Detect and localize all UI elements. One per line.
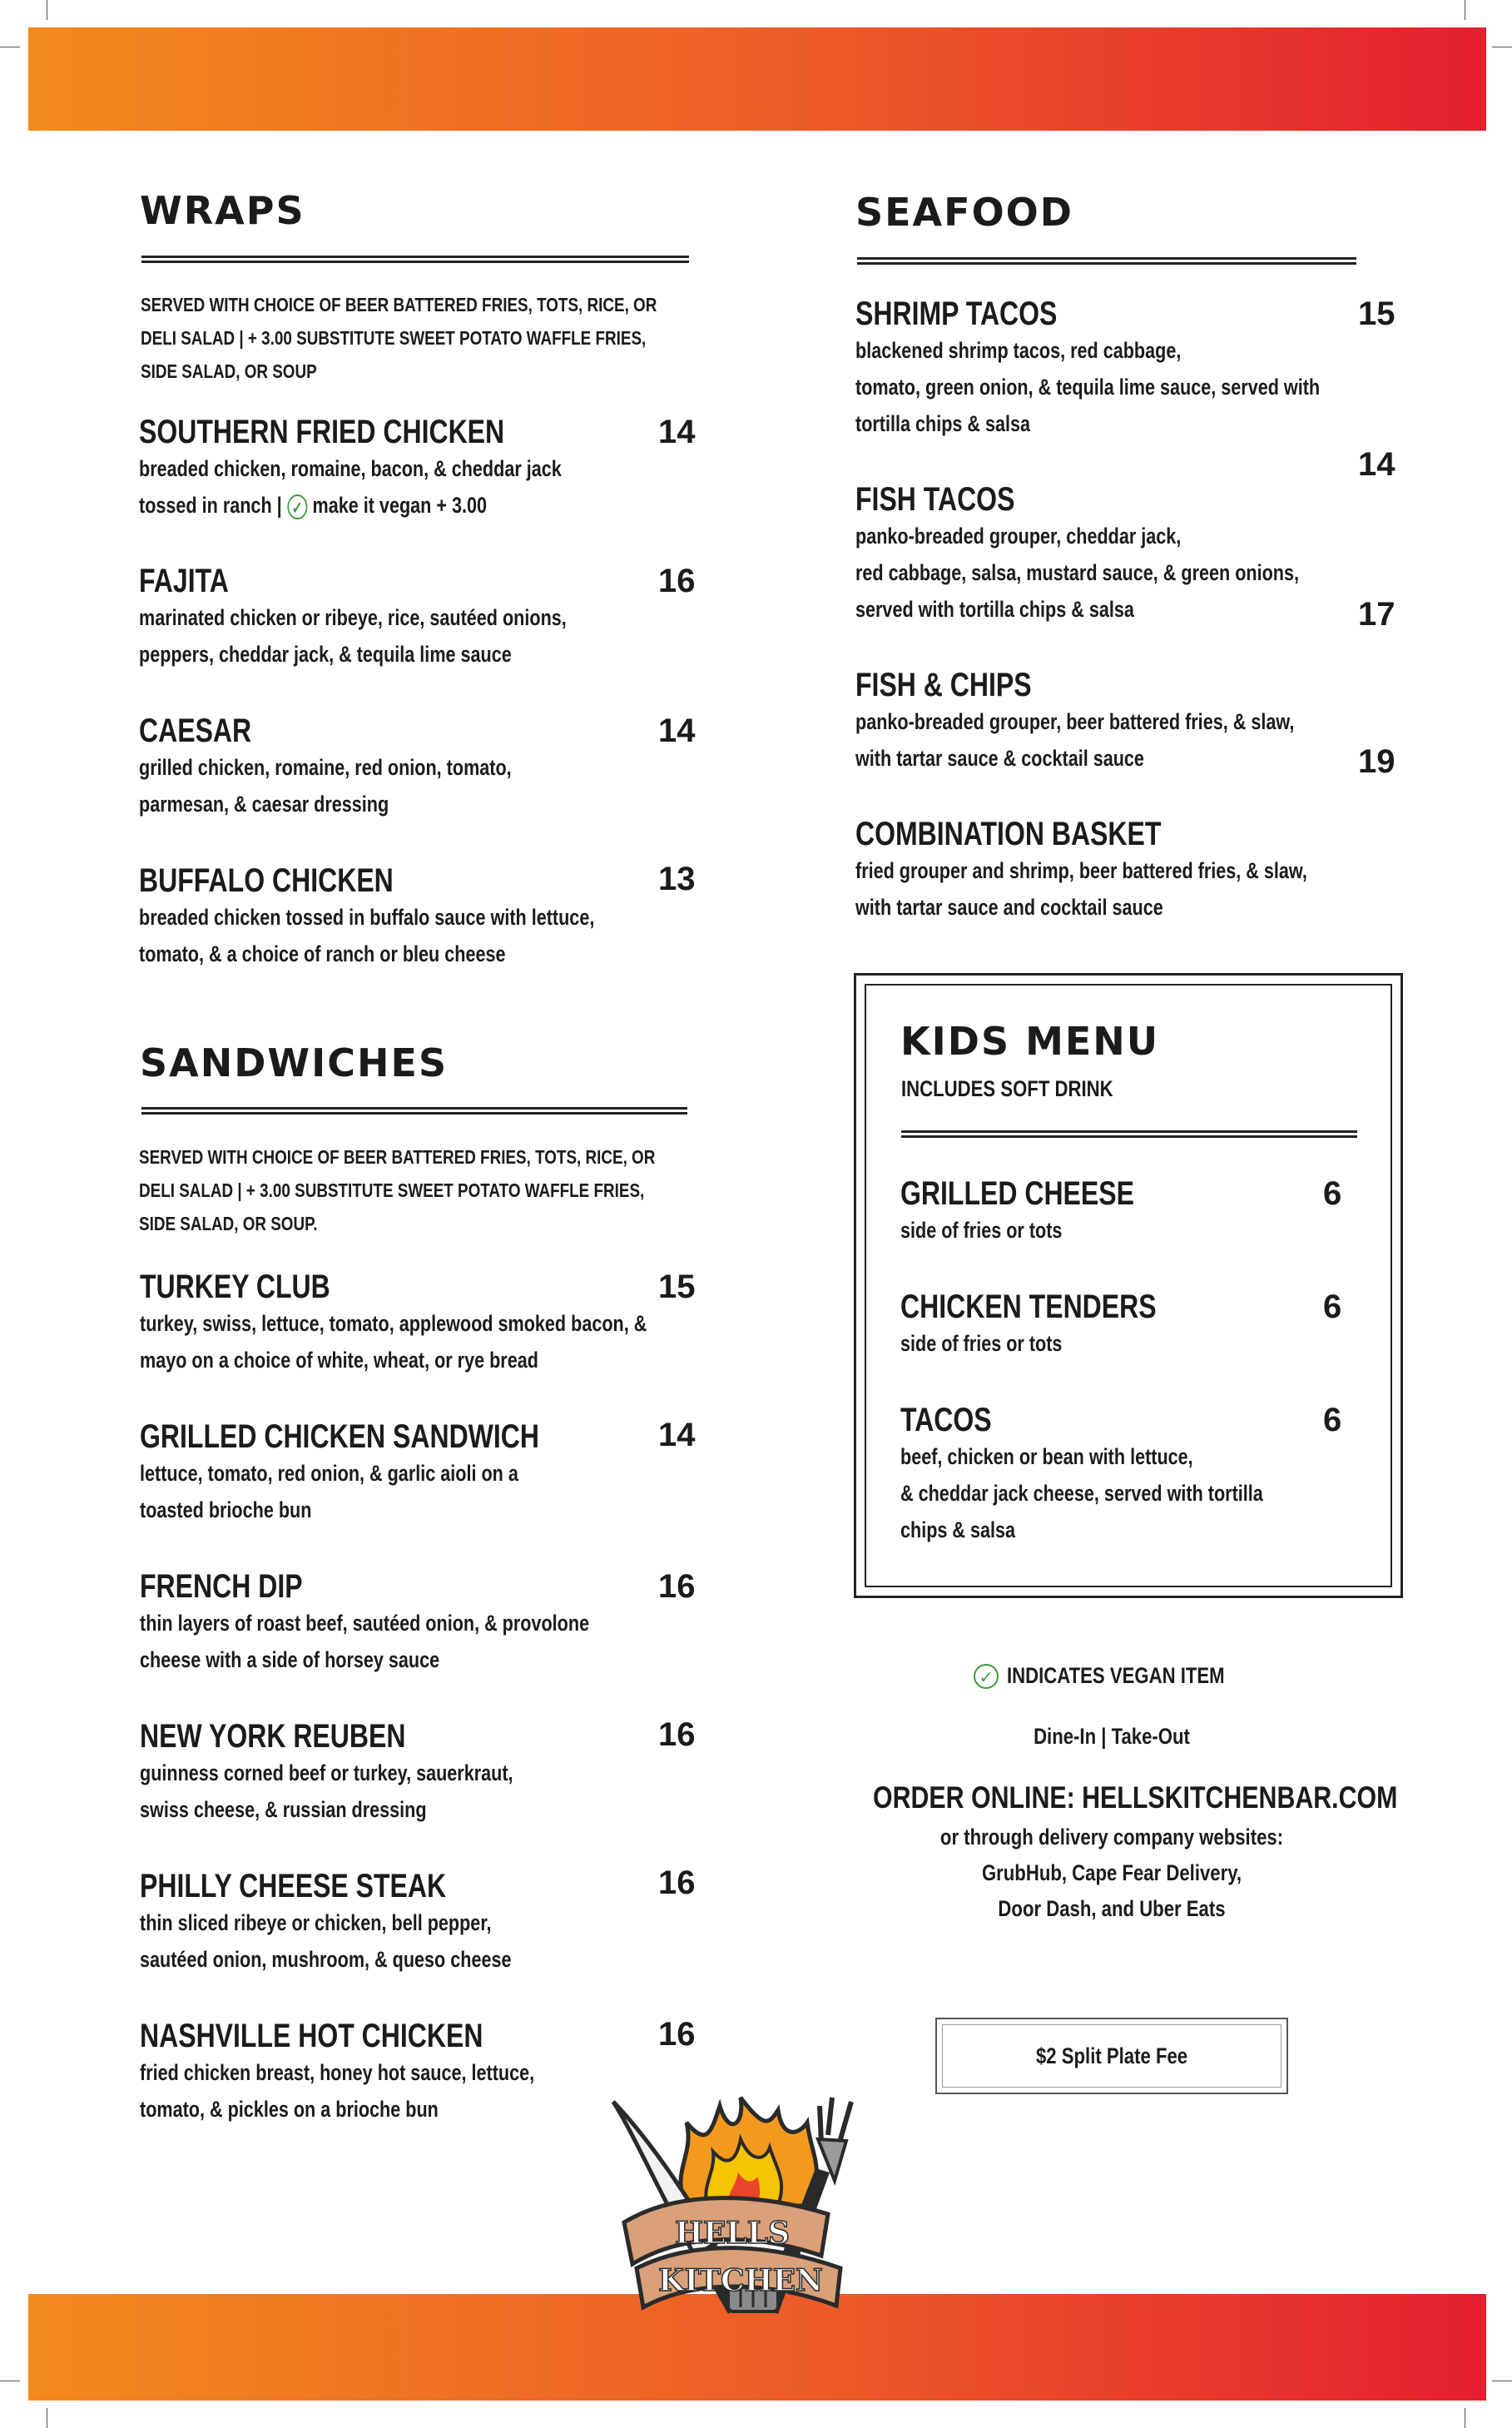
menu-item-caesar bbox=[139, 713, 605, 822]
item-name: BUFFALO CHICKEN bbox=[139, 862, 394, 899]
menu-item-combination-basket bbox=[855, 816, 1420, 926]
item-description: parmesan, & caesar dressing bbox=[139, 792, 389, 817]
item-description: grilled chicken, romaine, red onion, tomato, bbox=[139, 755, 512, 780]
item-description: lettuce, tomato, red onion, & garlic aioli on a bbox=[140, 1461, 518, 1486]
item-name: COMBINATION BASKET bbox=[855, 816, 1162, 852]
item-description-text: tossed in ranch | bbox=[139, 493, 282, 518]
item-price: 19 bbox=[1358, 743, 1396, 780]
menu-item-fish-and-chips bbox=[855, 667, 1404, 777]
item-description: side of fries or tots bbox=[900, 1331, 1063, 1356]
item-description: fried chicken breast, honey hot sauce, lettuce, bbox=[140, 2060, 535, 2085]
item-description: cheese with a side of horsey sauce bbox=[140, 1647, 440, 1672]
item-price: 16 bbox=[658, 2016, 696, 2053]
item-name: PHILLY CHEESE STEAK bbox=[140, 1868, 447, 1904]
item-description: peppers, cheddar jack, & tequila lime sauce bbox=[139, 642, 512, 667]
menu-item-buffalo-chicken bbox=[139, 862, 708, 972]
menu-item-nashville-hot-chicken bbox=[140, 2018, 633, 2128]
menu-item-philly-cheese-steak bbox=[140, 1868, 604, 1978]
item-description: sautéed onion, mushroom, & queso cheese bbox=[140, 1947, 512, 1972]
delivery-line: or through delivery company websites: bbox=[939, 1825, 1284, 1850]
sandwiches-note bbox=[139, 1140, 655, 1240]
seafood-divider bbox=[857, 257, 1356, 265]
vegan-legend-text: INDICATES VEGAN ITEM bbox=[1007, 1663, 1225, 1688]
item-price: 16 bbox=[658, 1864, 696, 1901]
sandwiches-note-line: SIDE SALAD, OR SOUP. bbox=[139, 1213, 318, 1234]
item-description: tomato, & a choice of ranch or bleu cheese bbox=[139, 941, 506, 966]
item-price: 6 bbox=[1323, 1402, 1342, 1438]
flames-icon bbox=[681, 2098, 817, 2206]
menu-item-grilled-chicken-sandwich bbox=[140, 1418, 639, 1528]
vegan-leaf-icon: ✓ bbox=[974, 1664, 999, 1689]
item-description: chips & salsa bbox=[900, 1517, 1016, 1542]
item-description: swiss cheese, & russian dressing bbox=[140, 1797, 427, 1822]
item-name: FISH TACOS bbox=[855, 481, 1015, 518]
item-description: marinated chicken or ribeye, rice, sautéed onions, bbox=[139, 605, 567, 630]
wraps-note-line: DELI SALAD | + 3.00 SUBSTITUTE SWEET POTATO WAFFLE FRIES, bbox=[141, 327, 647, 349]
service-options: Dine-In | Take-Out bbox=[1034, 1724, 1190, 1749]
sandwiches-note-line: DELI SALAD | + 3.00 SUBSTITUTE SWEET POTATO WAFFLE FRIES, bbox=[139, 1179, 645, 1201]
item-price: 6 bbox=[1323, 1175, 1342, 1212]
item-description: with tartar sauce and cocktail sauce bbox=[855, 895, 1163, 920]
item-description: with tartar sauce & cocktail sauce bbox=[855, 746, 1144, 771]
item-price: 15 bbox=[658, 1269, 696, 1305]
delivery-info bbox=[907, 1820, 1316, 1927]
logo-text-kitchen: KITCHEN bbox=[658, 2263, 823, 2298]
item-name: TURKEY CLUB bbox=[140, 1269, 330, 1305]
split-plate-fee-box bbox=[935, 2018, 1288, 2094]
item-description-text: make it vegan + 3.00 bbox=[312, 493, 488, 518]
item-price: 16 bbox=[658, 1568, 696, 1605]
item-description: blackened shrimp tacos, red cabbage, bbox=[855, 338, 1182, 363]
item-description: breaded chicken tossed in buffalo sauce with lettuce, bbox=[139, 905, 595, 930]
kids-menu-divider bbox=[901, 1130, 1357, 1138]
split-plate-fee-inner bbox=[942, 2024, 1281, 2088]
item-description: guinness corned beef or turkey, sauerkraut, bbox=[140, 1760, 513, 1785]
menu-item-chicken-tenders bbox=[900, 1288, 1220, 1362]
item-price: 13 bbox=[658, 861, 696, 897]
sandwiches-title: SANDWICHES bbox=[140, 1040, 449, 1085]
delivery-line: GrubHub, Cape Fear Delivery, bbox=[981, 1860, 1242, 1885]
vegan-leaf-icon: ✓ bbox=[287, 494, 307, 519]
sandwiches-divider bbox=[141, 1107, 687, 1115]
item-name: FRENCH DIP bbox=[140, 1568, 303, 1605]
order-online-link[interactable]: ORDER ONLINE: HELLSKITCHENBAR.COM bbox=[873, 1780, 1398, 1815]
menu-item-french-dip bbox=[140, 1568, 701, 1678]
item-description: beef, chicken or bean with lettuce, bbox=[900, 1444, 1193, 1469]
item-price: 14 bbox=[658, 1417, 696, 1453]
item-name: GRILLED CHICKEN SANDWICH bbox=[140, 1418, 539, 1455]
wraps-note bbox=[141, 288, 657, 388]
menu-item-shrimp-tacos bbox=[855, 295, 1436, 442]
vegan-legend bbox=[974, 1663, 1272, 1689]
wraps-note-line: SIDE SALAD, OR SOUP bbox=[141, 360, 317, 382]
wraps-note-line: SERVED WITH CHOICE OF BEER BATTERED FRIES, TOTS, RICE, OR bbox=[141, 294, 657, 315]
logo-text-hells: HELLS bbox=[674, 2216, 791, 2251]
item-price: 17 bbox=[1358, 596, 1396, 633]
item-description: breaded chicken, romaine, bacon, & cheddar jack bbox=[139, 456, 562, 481]
split-plate-fee-text: $2 Split Plate Fee bbox=[1035, 2043, 1188, 2068]
item-price: 14 bbox=[1358, 446, 1396, 483]
item-name: NEW YORK REUBEN bbox=[140, 1718, 406, 1755]
item-name: TACOS bbox=[900, 1402, 992, 1438]
item-description: thin layers of roast beef, sautéed onion, & provolone bbox=[140, 1611, 590, 1636]
item-description: red cabbage, salsa, mustard sauce, & green onions, bbox=[855, 560, 1299, 585]
item-description: turkey, swiss, lettuce, tomato, applewood smoked bacon, & bbox=[140, 1311, 647, 1336]
menu-item-southern-fried-chicken bbox=[139, 414, 667, 524]
item-description: thin sliced ribeye or chicken, bell pepper, bbox=[140, 1910, 492, 1935]
item-price: 14 bbox=[658, 414, 696, 450]
item-description: tomato, green onion, & tequila lime sauce, served with bbox=[855, 375, 1321, 400]
item-description: served with tortilla chips & salsa bbox=[855, 597, 1134, 622]
item-name: FAJITA bbox=[139, 563, 229, 599]
item-description: & cheddar jack cheese, served with tortilla bbox=[900, 1481, 1263, 1506]
sandwiches-note-line: SERVED WITH CHOICE OF BEER BATTERED FRIES, TOTS, RICE, OR bbox=[139, 1146, 656, 1168]
wraps-title: WRAPS bbox=[140, 188, 305, 233]
item-price: 16 bbox=[658, 563, 696, 599]
item-name: SOUTHERN FRIED CHICKEN bbox=[139, 414, 505, 450]
item-description: fried grouper and shrimp, beer battered fries, & slaw, bbox=[855, 858, 1307, 883]
menu-item-fish-tacos bbox=[855, 481, 1410, 628]
menu-item-grilled-cheese bbox=[900, 1175, 1192, 1249]
menu-item-new-york-reuben bbox=[140, 1718, 607, 1828]
item-price: 6 bbox=[1323, 1288, 1342, 1325]
item-price: 15 bbox=[1358, 295, 1396, 332]
menu-item-kids-tacos bbox=[900, 1402, 1354, 1548]
item-description: panko-breaded grouper, beer battered fries, & slaw, bbox=[855, 709, 1295, 734]
wraps-divider bbox=[141, 256, 689, 263]
seafood-title: SEAFOOD bbox=[855, 190, 1073, 235]
item-name: FISH & CHIPS bbox=[855, 667, 1032, 703]
kids-menu-subtitle: INCLUDES SOFT DRINK bbox=[901, 1076, 1113, 1101]
item-description: side of fries or tots bbox=[900, 1218, 1063, 1243]
item-name: GRILLED CHEESE bbox=[900, 1175, 1134, 1212]
kids-menu-title: KIDS MENU bbox=[900, 1019, 1160, 1064]
item-name: CAESAR bbox=[139, 713, 252, 749]
item-price: 16 bbox=[658, 1716, 696, 1753]
menu-item-fajita bbox=[139, 563, 673, 673]
item-name: SHRIMP TACOS bbox=[855, 295, 1058, 332]
item-description: toasted brioche bun bbox=[140, 1497, 312, 1522]
hells-kitchen-logo bbox=[603, 2089, 870, 2339]
item-name: CHICKEN TENDERS bbox=[900, 1288, 1157, 1325]
item-description bbox=[139, 487, 562, 524]
banner-ribbon bbox=[624, 2198, 840, 2307]
delivery-line: Door Dash, and Uber Eats bbox=[998, 1896, 1226, 1921]
item-name: NASHVILLE HOT CHICKEN bbox=[140, 2018, 483, 2054]
item-description: panko-breaded grouper, cheddar jack, bbox=[855, 524, 1182, 549]
top-color-band bbox=[28, 27, 1486, 131]
item-description: mayo on a choice of white, wheat, or rye bread bbox=[140, 1348, 538, 1373]
item-description: tomato, & pickles on a brioche bun bbox=[140, 2097, 439, 2122]
item-description: tortilla chips & salsa bbox=[855, 411, 1031, 436]
item-price: 14 bbox=[658, 713, 696, 749]
